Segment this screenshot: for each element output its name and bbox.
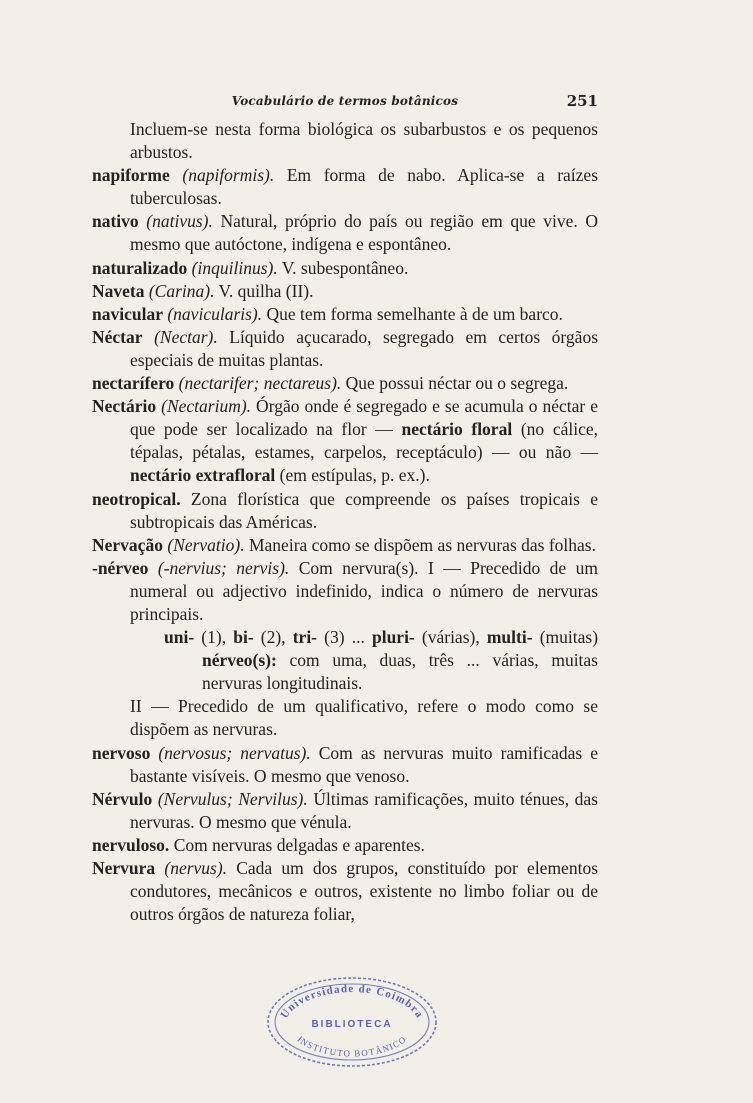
subterm-gloss: (várias),	[414, 627, 487, 648]
subterm: bi-	[233, 627, 254, 648]
headword: naturalizado	[92, 257, 188, 278]
entry-nerveo-compounds	[92, 626, 598, 695]
latin-term: (Nervatio).	[167, 534, 245, 555]
page-number: 251	[566, 92, 598, 110]
headword: nervuloso.	[92, 834, 170, 855]
subterm: pluri-	[371, 627, 415, 648]
definition: Zona florística que compreende os países tropicais e subtropicais das Américas.	[130, 488, 598, 532]
subterm: tri-	[292, 627, 318, 648]
entry-nectarifero	[92, 372, 598, 395]
definition: Em forma de nabo. Aplica-se a raízes tuberculosas.	[130, 165, 599, 209]
definition: Últimas ramificações, muito ténues, das nervuras. O mesmo que vénula.	[130, 788, 598, 832]
headword: napiforme	[92, 165, 170, 186]
entry-neotropical	[92, 488, 598, 534]
latin-term: (Nectar).	[154, 326, 218, 347]
subterm: multi-	[486, 627, 533, 648]
headword: nervoso	[92, 742, 151, 763]
headword: -nérveo	[92, 557, 149, 578]
latin-term: (Nectarium).	[161, 396, 252, 417]
headword: navicular	[92, 303, 163, 324]
definition: (em estípulas, p. ex.).	[275, 465, 430, 486]
entry-nerveo-part2: II — Precedido de um qualificativo, refere o modo como se dispõem as nervuras.	[130, 696, 598, 740]
definition: V. quilha (II).	[214, 280, 314, 301]
stamp-top-text: Universidade de Coimbra	[278, 982, 426, 1021]
definition: Que tem forma semelhante à de um barco.	[262, 303, 563, 324]
entry-nervulo	[92, 788, 598, 834]
latin-term: (napiformis).	[182, 165, 275, 186]
latin-term: (Nervulus; Nervilus).	[157, 788, 308, 809]
library-stamp	[262, 970, 442, 1070]
headword: Néctar	[92, 326, 143, 347]
entry-naturalizado	[92, 257, 598, 280]
entry-nectar	[92, 326, 598, 372]
headword: nectarífero	[92, 373, 175, 394]
subterm: nectário extrafloral	[130, 465, 276, 486]
definition: Com nervura(s). I — Precedido de um numeral ou adjectivo indefinido, indica o número de nervuras principais.	[130, 557, 598, 624]
entry-nerveo	[92, 557, 598, 626]
entry-nervoso	[92, 742, 598, 788]
entry-navicular	[92, 303, 598, 326]
latin-term: (nectarifer; nectareus).	[178, 373, 342, 394]
svg-text:Universidade de Coimbra	[278, 983, 425, 1021]
latin-term: (-nervius; nervis).	[157, 557, 290, 578]
headword: Naveta	[92, 280, 145, 301]
subterm-gloss: com uma, duas, três ... várias, muitas nervuras longitudinais.	[202, 650, 598, 694]
headword: Nérvulo	[92, 788, 153, 809]
definition: Com as nervuras muito ramificadas e bastante visíveis. O mesmo que venoso.	[130, 742, 598, 786]
headword: Nervação	[92, 534, 163, 555]
entry-continuation: Incluem-se nesta forma biológica os subarbustos e os pequenos arbustos.	[130, 119, 598, 163]
entry-napiforme	[92, 164, 598, 210]
entry-nervura	[92, 857, 598, 926]
latin-term: (Carina).	[148, 280, 215, 301]
stamp-bottom-text: INSTITUTO BOTÂNICO	[295, 1033, 409, 1059]
subterm-gloss: (3) ...	[317, 627, 372, 648]
definition: V. subespontâneo.	[277, 257, 409, 278]
definition: Cada um dos grupos, constituído por elementos condutores, mecânicos e outros, existente no limbo foliar ou de outros órgãos de natureza foliar,	[130, 858, 599, 925]
definition: Líquido açucarado, segregado em certos órgãos especiais de muitas plantas.	[130, 326, 599, 370]
running-title: Vocabulário de termos botânicos	[231, 94, 459, 108]
definition: Que possui néctar ou o segrega.	[341, 373, 569, 394]
headword: Nectário	[92, 396, 157, 417]
entry-nervuloso	[92, 834, 598, 857]
entry-nervacao	[92, 534, 598, 557]
definition: Com nervuras delgadas e aparentes.	[169, 834, 425, 855]
subterm-gloss: (1),	[194, 627, 234, 648]
subterm: nérveo(s):	[202, 650, 277, 671]
headword: nativo	[92, 211, 139, 232]
entry-nectario	[92, 395, 598, 487]
latin-term: (nativus).	[146, 211, 213, 232]
glossary-text	[92, 118, 598, 926]
headword: Nervura	[92, 858, 156, 878]
entry-nativo	[92, 210, 598, 256]
subterm: uni-	[164, 627, 195, 648]
headword: neotropical.	[92, 488, 181, 509]
subterm-gloss: (muitas)	[532, 627, 599, 648]
subterm: nectário floral	[401, 419, 513, 440]
definition: Órgão onde é segregado e se acumula o néctar e que pode ser localizado na flor —	[130, 396, 598, 440]
definition: Natural, próprio do país ou região em que vive. O mesmo que autóctone, indígena e espontâneo.	[130, 211, 598, 255]
latin-term: (nervosus; nervatus).	[158, 742, 311, 763]
stamp-middle-text: BIBLIOTECA	[311, 1019, 393, 1030]
latin-term: (inquilinus).	[191, 257, 278, 278]
latin-term: (nervus).	[164, 858, 228, 878]
definition: (no cálice, tépalas, pétalas, estames, carpelos, receptáculo) — ou não —	[130, 419, 598, 463]
entry-naveta	[92, 280, 598, 303]
latin-term: (navicularis).	[167, 303, 263, 324]
page-header	[92, 94, 598, 114]
subterm-gloss: (2),	[253, 627, 293, 648]
definition: Maneira como se dispõem as nervuras das folhas.	[244, 534, 596, 555]
